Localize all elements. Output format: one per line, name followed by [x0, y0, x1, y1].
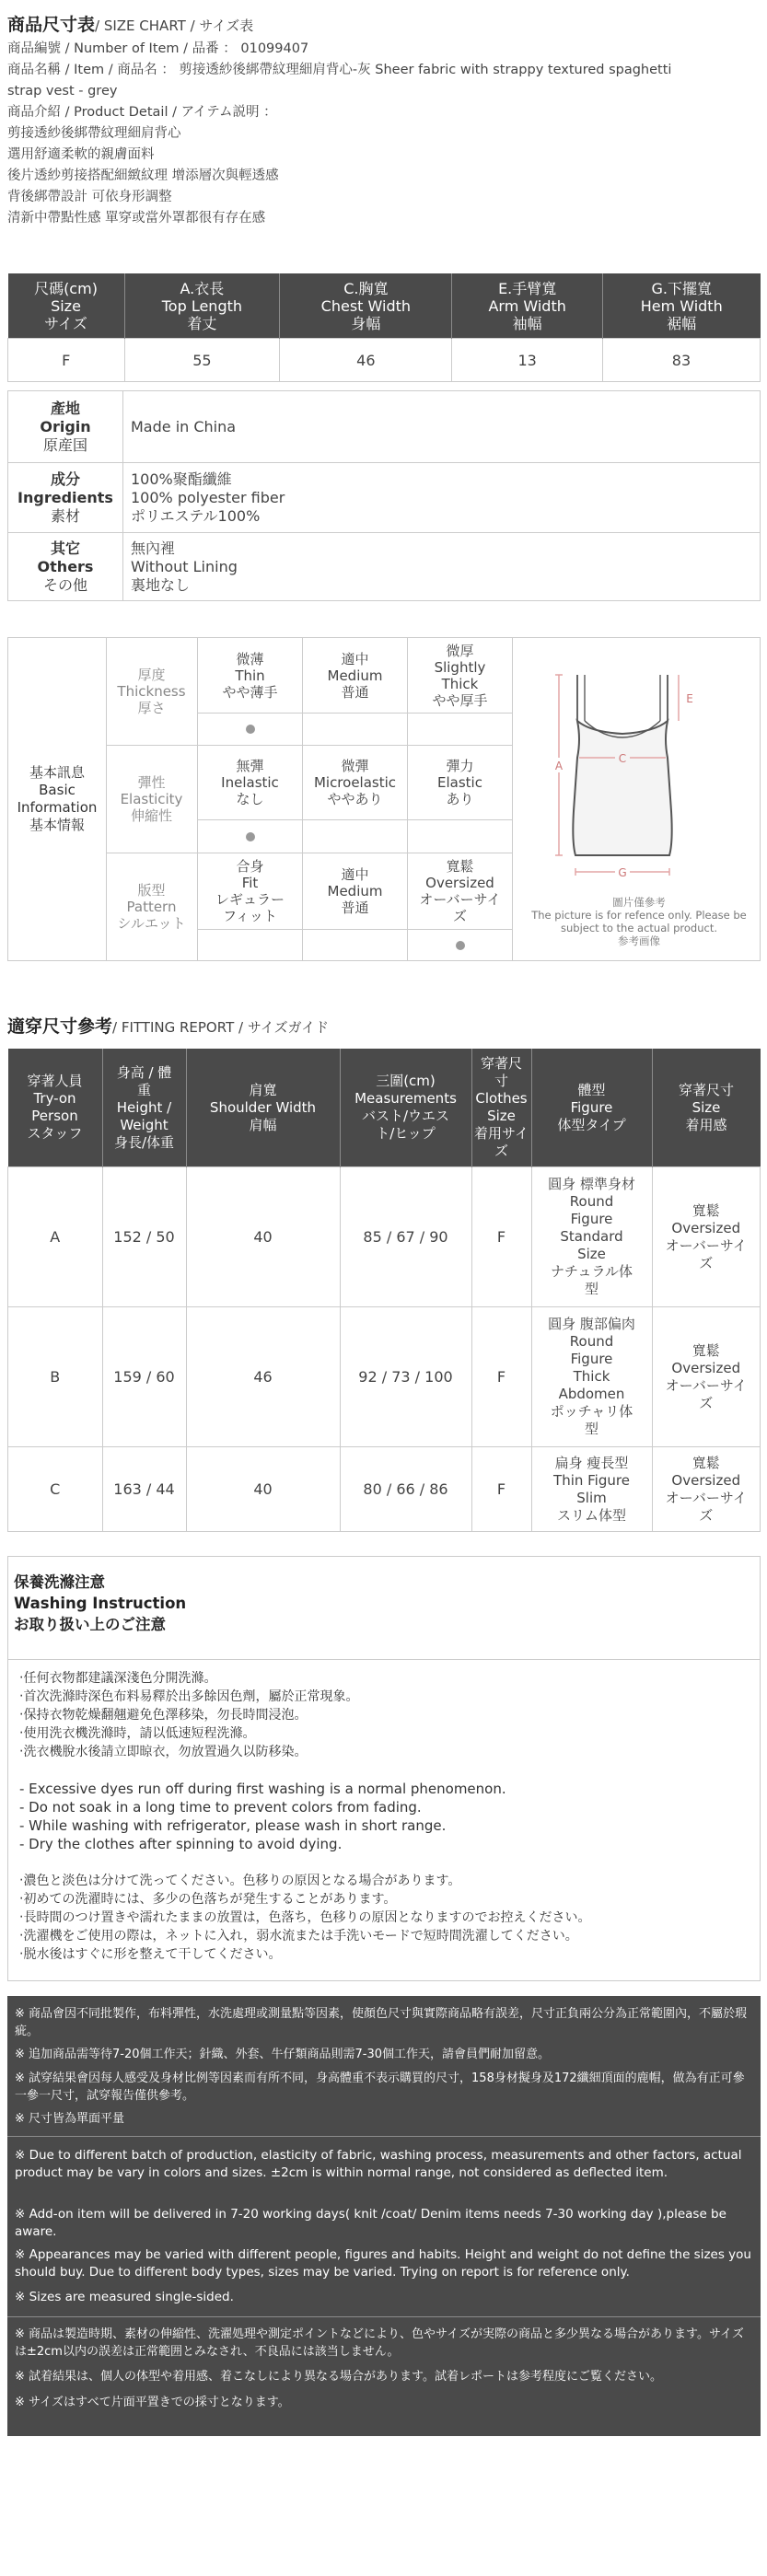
elasticity-inelastic: 無彈 Inelastic なし — [198, 745, 303, 820]
cell-clothes-size: F — [471, 1307, 531, 1447]
measure-a-label: A — [554, 760, 564, 772]
origin-label: 產地 Origin 原産国 — [8, 391, 123, 463]
note-en: ※ Sizes are measured single-sided. — [15, 2290, 234, 2304]
note-zh: ※ 試穿結果會因每人感受及身材比例等因素而有所不同，身高體重不表示購買的尺寸，158身材擬身及172纖細頂面的鹿帽，做為有正可參一參一尺寸，試穿報告僅供參考。 — [15, 2071, 745, 2103]
measure-c-label: C — [618, 752, 627, 765]
others-value: 無內裡 Without Lining 裏地なし — [123, 533, 761, 601]
info-line: 後片透紗剪接搭配細緻紋理 增添層次與輕透感 — [7, 168, 279, 183]
col-hem-width: G.下擺寬 Hem Width 裾幅 — [602, 273, 760, 339]
col-person: 穿著人員 Try-on Person スタッフ — [8, 1049, 103, 1167]
washing-en-line: - Excessive dyes run off during first washing is a normal phenomenon. — [19, 1781, 506, 1797]
cell-size: F — [8, 339, 125, 382]
elasticity-micro: 微彈 Microelastic ややあり — [303, 745, 408, 820]
fitting-header — [8, 1049, 761, 1167]
washing-en-line: - While washing with refrigerator, please wash in short range. — [19, 1817, 447, 1834]
table-row — [8, 1307, 761, 1447]
ingredients-value: 100%聚酯纖維 100% polyester fiber ポリエステル100% — [123, 463, 761, 533]
info-line: 背後綁帶設計 可依身形調整 — [7, 190, 172, 204]
note-en: ※ Appearances may be varied with different people, figures and habits. Height and weight do not define the sizes you should buy. Due to different body types, sizes may be varied. Trying on report is for reference only. — [15, 2247, 751, 2280]
elasticity-slot-3 — [408, 820, 513, 853]
info-line: 剪接透紗後綁帶紋理細肩背心 — [7, 126, 181, 141]
info-line: 商品編號 / Number of Item / 品番 ： 01099407 — [7, 41, 309, 56]
elasticity-slot-2 — [303, 820, 408, 853]
col-size: 尺碼(cm) Size サイズ — [8, 273, 125, 339]
note-ja: ※ 商品は製造時期、素材の伸縮性、洗濯処理や測定ポイントなどにより、色やサイズが実際の商品と多少異なる場合があります。サイズは±2cm以内の誤差は正常範囲とみなされ、不良品には該当しません。 — [15, 2327, 744, 2359]
washing-ja-line: ‧初めての洗濯時には、多少の色落ちが発生することがあります。 — [19, 1892, 397, 1907]
col-arm-width: E.手臂寬 Arm Width 袖幅 — [452, 273, 603, 339]
washing-en-line: - Dry the clothes after spinning to avoid dying. — [19, 1836, 343, 1852]
cell-arm-width: 13 — [452, 339, 603, 382]
col-height-weight: 身高 / 體 重 Height / Weight 身長/体重 — [102, 1049, 186, 1167]
vest-body — [573, 721, 671, 855]
origin-value: Made in China — [123, 391, 761, 463]
cell-measurements: 80 / 66 / 86 — [340, 1447, 471, 1532]
pattern-slot-1 — [198, 930, 303, 960]
thickness-thin: 微薄 Thin やや薄手 — [198, 638, 303, 714]
pattern-medium: 適中 Medium 普通 — [303, 853, 408, 930]
col-shoulder: 肩寬 Shoulder Width 肩幅 — [186, 1049, 340, 1167]
table-row — [8, 533, 761, 601]
table-row — [8, 1447, 761, 1532]
cell-figure: 扁身 瘦長型 Thin Figure Slim スリム体型 — [531, 1447, 652, 1532]
washing-ja-line: ‧洗濯機をご使用の際は，ネットに入れ，弱水流または手洗いモードで短時間洗濯してください。 — [19, 1929, 578, 1944]
garment-diagram — [520, 647, 758, 951]
cell-figure: 圓身 腹部偏肉 Round Figure Thick Abdomen ポッチャリ体 型 — [531, 1307, 652, 1447]
thickness-thick: 微厚 Slightly Thick やや厚手 — [408, 638, 513, 714]
elasticity-elastic: 彈力 Elastic あり — [408, 745, 513, 820]
elasticity-label: 彈性 Elasticity 伸縮性 — [106, 745, 198, 853]
washing-ja-line: ‧濃色と淡色は分けて洗ってください。色移りの原因となる場合があります。 — [19, 1874, 461, 1888]
others-label: 其它 Others その他 — [8, 533, 123, 601]
elasticity-selected-dot — [246, 832, 255, 841]
col-clothes-size: 穿著尺 寸 Clothes Size 着用サイ ズ — [471, 1049, 531, 1167]
info-line: 商品名稱 / Item / 商品名 ： 剪接透紗後綁帶紋理細肩背心-灰 Sheer fabric with strappy textured spaghetti — [7, 63, 672, 77]
pattern-slot-2 — [303, 930, 408, 960]
washing-ja-line: ‧脱水後はすぐに形を整えて干してください。 — [19, 1947, 282, 1962]
washing-en-line: - Do not soak in a long time to prevent colors from fading. — [19, 1799, 422, 1816]
fitting-table — [7, 1049, 761, 1532]
washing-divider — [8, 1659, 760, 1660]
info-line: 選用舒適柔軟的親膚面料 — [7, 147, 155, 162]
measure-e-label: E — [686, 692, 693, 705]
cell-measurements: 85 / 67 / 90 — [340, 1167, 471, 1307]
thickness-medium: 適中 Medium 普通 — [303, 638, 408, 714]
thickness-label: 厚度 Thickness 厚さ — [106, 638, 198, 745]
size-table — [7, 273, 761, 382]
washing-zh-line: ‧洗衣機脫水後請立即晾衣，勿放置過久以防移染。 — [19, 1745, 308, 1759]
diagram-caption: 圖片僅參考 The picture is for refence only. Please be subject to the actual product. 参考画像 — [531, 896, 747, 947]
cell-person: C — [8, 1447, 103, 1532]
attribute-grid — [106, 638, 513, 960]
pattern-oversized: 寬鬆 Oversized オーバーサイ ズ — [408, 853, 513, 930]
table-row — [8, 339, 761, 382]
notes-divider — [7, 2316, 761, 2317]
cell-shoulder: 46 — [186, 1307, 340, 1447]
thickness-slot-2 — [303, 714, 408, 745]
ingredients-label: 成分 Ingredients 素材 — [8, 463, 123, 533]
washing-zh-line: ‧任何衣物都建議深淺色分開洗滌。 — [19, 1671, 217, 1686]
cell-chest-width: 46 — [280, 339, 452, 382]
cell-fit: 寬鬆 Oversized オーバーサイ ズ — [652, 1307, 761, 1447]
info-line: strap vest - grey — [7, 84, 118, 99]
thickness-selected-dot — [246, 725, 255, 734]
cell-height-weight: 163 / 44 — [102, 1447, 186, 1532]
cell-person: B — [8, 1307, 103, 1447]
note-ja: ※ 試着結果は、個人の体型や着用感、着こなしにより異なる場合があります。試着レポートは参考程度にご覧ください。 — [15, 2370, 662, 2384]
washing-section — [7, 1556, 761, 1981]
basic-info-label: 基本訊息 Basic Information 基本情報 — [8, 638, 107, 960]
size-table-header — [8, 273, 761, 339]
cell-hem-width: 83 — [602, 339, 760, 382]
info-line: 商品介紹 / Product Detail / アイテム説明 ： — [7, 105, 277, 120]
note-zh: ※ 商品會因不同批製作，布料彈性，水洗處理或測量點等因素，使顏色尺寸與實際商品略有誤差，尺寸正負兩公分為正常範圍內，不屬於瑕疵。 — [15, 2007, 748, 2038]
thickness-row — [106, 638, 513, 746]
cell-shoulder: 40 — [186, 1447, 340, 1532]
col-figure: 體型 Figure 体型タイプ — [531, 1049, 652, 1167]
cell-person: A — [8, 1167, 103, 1307]
fitting-title: 適穿尺寸參考/ FITTING REPORT / サイズガイド — [7, 1016, 330, 1037]
cell-fit: 寬鬆 Oversized オーバーサイ ズ — [652, 1167, 761, 1307]
washing-zh-line: ‧首次洗滌時深色布料易釋於出多餘因色劑，屬於正常現象。 — [19, 1689, 359, 1704]
note-en: ※ Add-on item will be delivered in 7-20 working days( knit /coat/ Denim items needs 7-30 working day ),please be aware. — [15, 2207, 726, 2239]
washing-zh-line: ‧保持衣物乾燥翻翹避免色澤移染，勿長時間浸泡。 — [19, 1708, 308, 1723]
col-measurements: 三圍(cm) Measurements バスト/ウエス ト/ヒップ — [340, 1049, 471, 1167]
washing-title: 保養洗滌注意 Washing Instruction お取り扱い上のご注意 — [14, 1573, 187, 1633]
col-fit: 穿著尺寸 Size 着用感 — [652, 1049, 761, 1167]
note-en: ※ Due to different batch of production, elasticity of fabric, washing process, measurements and other factors, actual product may be vary in colors and sizes. ±2cm is within normal range, not considered as deflected item. — [15, 2148, 742, 2180]
basic-info-panel — [7, 637, 761, 961]
notes-section — [7, 1996, 761, 2436]
washing-zh-line: ‧使用洗衣機洗滌時，請以低速短程洗滌。 — [19, 1726, 256, 1741]
table-row — [8, 463, 761, 533]
page-title: 商品尺寸表/ SIZE CHART / サイズ表 — [7, 15, 254, 35]
col-chest-width: C.胸寬 Chest Width 身幅 — [280, 273, 452, 339]
pattern-selected-dot — [456, 941, 465, 950]
note-ja: ※ サイズはすべて片面平置きでの採寸となります。 — [15, 2396, 290, 2409]
table-row — [8, 1167, 761, 1307]
vest-diagram-icon — [520, 647, 758, 888]
product-info — [7, 39, 671, 229]
cell-shoulder: 40 — [186, 1167, 340, 1307]
cell-height-weight: 152 / 50 — [102, 1167, 186, 1307]
pattern-fit: 合身 Fit レギュラー フィット — [198, 853, 303, 930]
details-table — [7, 390, 761, 601]
note-zh: ※ 追加商品需等待7-20個工作天；針織、外套、牛仔類商品則需7-30個工作天，請會員們耐加留意。 — [15, 2048, 551, 2061]
cell-figure: 圓身 標準身材 Round Figure Standard Size ナチュラル体 型 — [531, 1167, 652, 1307]
thickness-slot-3 — [408, 714, 513, 745]
elasticity-row — [106, 745, 513, 853]
table-row — [8, 391, 761, 463]
cell-fit: 寬鬆 Oversized オーバーサイ ズ — [652, 1447, 761, 1532]
notes-divider — [7, 2136, 761, 2137]
cell-measurements: 92 / 73 / 100 — [340, 1307, 471, 1447]
cell-clothes-size: F — [471, 1447, 531, 1532]
cell-top-length: 55 — [124, 339, 280, 382]
col-top-length: A.衣長 Top Length 着丈 — [124, 273, 280, 339]
pattern-row — [106, 853, 513, 960]
cell-height-weight: 159 / 60 — [102, 1307, 186, 1447]
info-line: 清新中帶點性感 單穿或當外罩都很有存在感 — [7, 211, 266, 226]
cell-clothes-size: F — [471, 1167, 531, 1307]
washing-ja-line: ‧長時間のつけ置きや濡れたままの放置は，色落ち，色移りの原因となりますのでお控えください。 — [19, 1910, 591, 1925]
pattern-label: 版型 Pattern シルエット — [106, 853, 198, 960]
note-zh: ※ 尺寸皆為單面平量 — [15, 2112, 125, 2126]
measure-g-label: G — [618, 866, 627, 879]
